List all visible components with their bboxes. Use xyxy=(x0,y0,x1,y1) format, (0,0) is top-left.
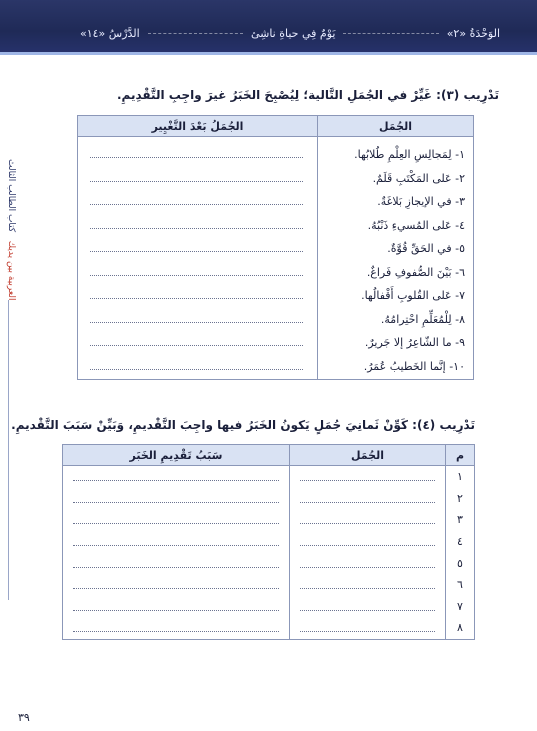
reason-answer-line[interactable] xyxy=(63,552,290,574)
reason-answer-line[interactable] xyxy=(63,488,290,510)
exercise4-label: تَدْرِيب (٤): xyxy=(412,418,475,432)
table-row xyxy=(63,574,475,596)
col-after-change: الجُمَلُ بَعْدَ التَّغْيِير xyxy=(78,116,318,137)
page-header xyxy=(0,0,537,52)
sentence-answer-line[interactable] xyxy=(290,596,446,618)
sentence-item: ٤- عَلى المُسيءِ ذَنْبُهُ. xyxy=(367,218,465,232)
sentence-item: ٥- في الحَقِّ قُوَّةٌ. xyxy=(387,242,465,255)
header-rule xyxy=(0,52,537,55)
header-strip xyxy=(80,24,500,42)
sentence-answer-line[interactable] xyxy=(290,574,446,596)
col-reason: سَبَبُ تَقْدِيمِ الخَبَر xyxy=(63,445,290,466)
answers-cell[interactable] xyxy=(78,137,318,380)
sentence-item: ٩- ما الشّاعِرُ إلا جَريرٌ. xyxy=(364,336,465,349)
sentence-answer-line[interactable] xyxy=(290,509,446,531)
exercise3-instruction: غَيِّرْ في الجُمَلِ التَّالية؛ لِيُصْبِحَ الخَبَرُ غيرَ واجِبِ التَّقْدِيمِ. xyxy=(117,88,432,102)
sentence-item: ٦- بَيْنَ الصُّفوفِ فَراغٌ. xyxy=(366,265,465,279)
answer-lines[interactable] xyxy=(78,137,317,378)
sentence-answer-line[interactable] xyxy=(290,466,446,488)
exercise4-instruction: كَوِّنْ ثَمانِيَ جُمَلٍ يَكونُ الخَبَرُ فيها واجِبَ التَّقْديمِ، وَبَيِّنْ سَبَبَ التَّقْديمِ. xyxy=(11,418,408,432)
sentence-item: ٧- عَلى القُلوبِ أَقْفالُها. xyxy=(361,289,465,302)
reason-answer-line[interactable] xyxy=(63,596,290,618)
col-sentences: الجُمَل xyxy=(318,116,474,137)
table-row xyxy=(63,488,475,510)
row-number: ٣ xyxy=(446,509,475,531)
row-number: ٥ xyxy=(446,552,475,574)
header-divider xyxy=(343,33,438,34)
exercise4-table xyxy=(62,444,475,640)
answer-line[interactable] xyxy=(90,214,303,238)
exercise3-table xyxy=(77,115,474,380)
page-number: ٣٩ xyxy=(18,711,30,724)
brand-text: العربية بين يديك xyxy=(6,240,16,300)
table-row xyxy=(63,596,475,618)
unit-title: يَوْمٌ فِي حياةِ ناشِئ xyxy=(250,26,336,40)
sentence-item: ١٠- إنَّما الخَطيبُ عُمَرُ. xyxy=(363,359,465,373)
row-number: ٦ xyxy=(446,574,475,596)
exercise3-label: تَدْرِيب (٣): xyxy=(436,88,499,102)
book-text: كتاب الطالب الثالث xyxy=(6,158,16,232)
unit-label: الوَحْدَةُ «٢» xyxy=(446,26,500,40)
table-row xyxy=(63,531,475,553)
col-sentence: الجُمَل xyxy=(290,445,446,466)
exercise4-title xyxy=(11,418,475,432)
sentence-item: ٨- لِلْمُعَلِّمِ احْتِرامُهُ. xyxy=(380,312,465,326)
sentence-list xyxy=(318,137,473,378)
answer-line[interactable] xyxy=(90,261,303,285)
reason-answer-line[interactable] xyxy=(63,531,290,553)
sentence-answer-line[interactable] xyxy=(290,488,446,510)
reason-answer-line[interactable] xyxy=(63,509,290,531)
row-number: ٢ xyxy=(446,488,475,510)
sentence-answer-line[interactable] xyxy=(290,531,446,553)
answer-line[interactable] xyxy=(90,284,303,308)
answer-line[interactable] xyxy=(90,237,303,261)
answer-line[interactable] xyxy=(90,308,303,332)
table-row xyxy=(63,552,475,574)
table-row xyxy=(63,509,475,531)
reason-answer-line[interactable] xyxy=(63,466,290,488)
row-number: ٨ xyxy=(446,617,475,639)
row-number: ١ xyxy=(446,466,475,488)
exercise3-title xyxy=(117,88,499,102)
col-number: م xyxy=(446,445,475,466)
reason-answer-line[interactable] xyxy=(63,574,290,596)
side-book-label xyxy=(2,150,16,300)
header-divider xyxy=(148,33,243,34)
row-number: ٧ xyxy=(446,596,475,618)
answer-line[interactable] xyxy=(90,143,303,167)
answer-line[interactable] xyxy=(90,190,303,214)
row-number: ٤ xyxy=(446,531,475,553)
lesson-label: الدَّرْسُ «١٤» xyxy=(79,26,140,40)
sentence-item: ١- لِمَجالِسِ العِلْمِ طُلابُها. xyxy=(354,148,465,161)
sentences-cell xyxy=(318,137,474,380)
reason-answer-line[interactable] xyxy=(63,617,290,639)
answer-line[interactable] xyxy=(90,355,303,379)
table-row xyxy=(63,617,475,639)
sentence-answer-line[interactable] xyxy=(290,552,446,574)
side-rule xyxy=(8,300,9,600)
answer-line[interactable] xyxy=(90,331,303,355)
sentence-item: ٣- في الإيجازِ بَلاغَةٌ. xyxy=(377,195,465,208)
answer-line[interactable] xyxy=(90,167,303,191)
sentence-answer-line[interactable] xyxy=(290,617,446,639)
table-row xyxy=(63,466,475,488)
sentence-item: ٢- عَلى المَكْتَبِ قَلَمٌ. xyxy=(372,171,465,185)
